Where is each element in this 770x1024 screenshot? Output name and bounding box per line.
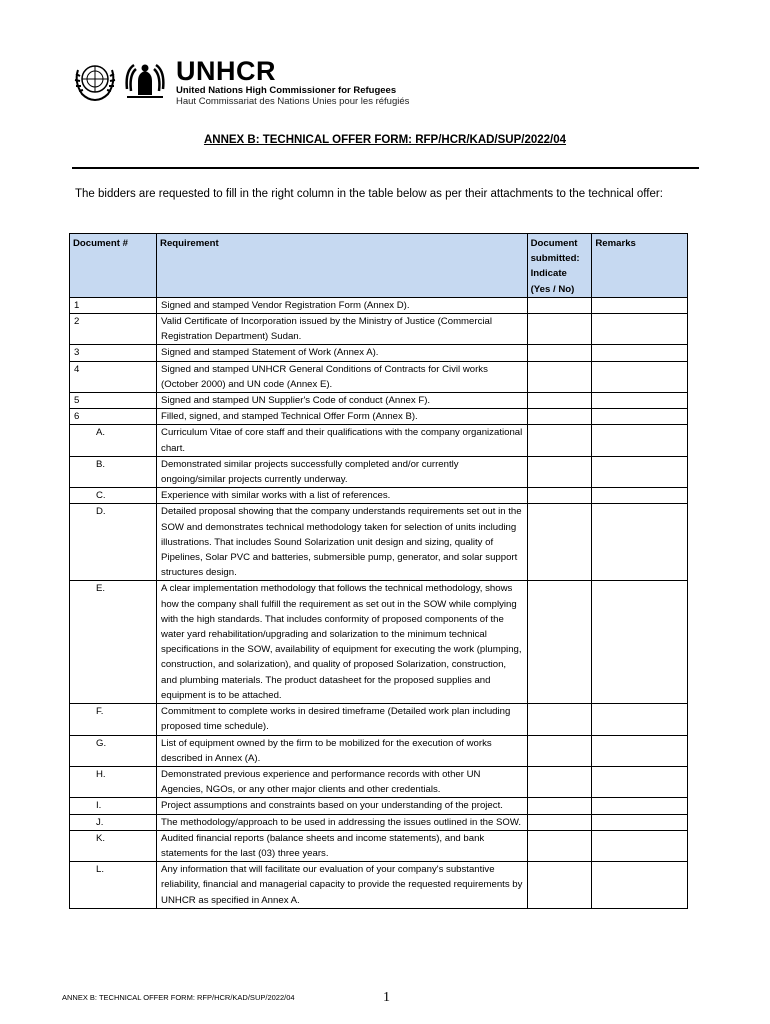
table-row (70, 393, 688, 409)
row-remarks-cell[interactable] (592, 488, 688, 504)
row-submitted-cell[interactable] (527, 735, 592, 766)
row-requirement: Curriculum Vitae of core staff and their qualifications with the company organizational chart. (157, 425, 528, 456)
title-divider (72, 167, 699, 169)
table-row (70, 798, 688, 814)
row-requirement: Signed and stamped Statement of Work (Annex A). (157, 345, 528, 361)
row-number: 6 (70, 409, 157, 425)
table-header-row (70, 234, 688, 298)
row-requirement: Demonstrated similar projects successfully completed and/or currently ongoing/similar projects currently underway. (157, 456, 528, 487)
row-remarks-cell[interactable] (592, 862, 688, 909)
row-number: C. (70, 488, 157, 504)
row-number: D. (70, 504, 157, 581)
row-remarks-cell[interactable] (592, 345, 688, 361)
row-number: E. (70, 581, 157, 704)
header-doc-num: Document # (70, 234, 157, 298)
row-requirement: A clear implementation methodology that follows the technical methodology, shows how the company shall fulfill the requirement as set out in the SOW while complying with the high standards. That includes conformity of proposed components of the water yard rehabilitation/upgrading and solarization to the minimum technical specifications in the SOW, availability of equipment for executing the work (plumping, construction, and solarization), and quality of proposed Solarization, construction, and plumbing materials. The product datasheet for the proposed supplies and equipment is to be attached. (157, 581, 528, 704)
row-requirement: Valid Certificate of Incorporation issued by the Ministry of Justice (Commercial Registration Department) Sudan. (157, 314, 528, 345)
row-remarks-cell[interactable] (592, 425, 688, 456)
intro-text: The bidders are requested to fill in the right column in the table below as per their attachments to the technical offer: (75, 188, 663, 200)
row-number: 3 (70, 345, 157, 361)
row-submitted-cell[interactable] (527, 704, 592, 735)
row-remarks-cell[interactable] (592, 393, 688, 409)
row-submitted-cell[interactable] (527, 488, 592, 504)
row-submitted-cell[interactable] (527, 581, 592, 704)
row-submitted-cell[interactable] (527, 504, 592, 581)
row-submitted-cell[interactable] (527, 297, 592, 313)
row-requirement: Demonstrated previous experience and performance records with other UN Agencies, NGOs, or any other major clients and other credentials. (157, 766, 528, 797)
row-submitted-cell[interactable] (527, 409, 592, 425)
row-requirement: Filled, signed, and stamped Technical Offer Form (Annex B). (157, 409, 528, 425)
row-requirement: Experience with similar works with a list of references. (157, 488, 528, 504)
row-requirement: Signed and stamped UNHCR General Conditions of Contracts for Civil works (October 2000) and UN code (Annex E). (157, 361, 528, 392)
row-requirement: Commitment to complete works in desired timeframe (Detailed work plan including proposed time schedule). (157, 704, 528, 735)
row-requirement: Detailed proposal showing that the company understands requirements set out in the SOW and demonstrates technical methodology taken for selection of units including illustrations. That includes Sound Solarization unit design and sizing, quality of Pipelines, Solar PVC and batteries, submersible pump, generator, and solar support structures design. (157, 504, 528, 581)
unhcr-emblem-icon (122, 59, 168, 103)
table-row (70, 704, 688, 735)
row-number: B. (70, 456, 157, 487)
row-requirement: List of equipment owned by the firm to be mobilized for the execution of works described in Annex (A). (157, 735, 528, 766)
row-number: 4 (70, 361, 157, 392)
row-remarks-cell[interactable] (592, 361, 688, 392)
row-requirement: Audited financial reports (balance sheets and income statements), and bank statements for the last (03) three years. (157, 830, 528, 861)
table-row (70, 297, 688, 313)
row-remarks-cell[interactable] (592, 409, 688, 425)
table-row (70, 409, 688, 425)
row-submitted-cell[interactable] (527, 345, 592, 361)
row-number: F. (70, 704, 157, 735)
row-requirement: Signed and stamped UN Supplier's Code of conduct (Annex F). (157, 393, 528, 409)
row-submitted-cell[interactable] (527, 814, 592, 830)
table-row (70, 314, 688, 345)
row-number: 2 (70, 314, 157, 345)
header-requirement: Requirement (157, 234, 528, 298)
unhcr-logo (72, 56, 410, 108)
row-number: I. (70, 798, 157, 814)
row-submitted-cell[interactable] (527, 766, 592, 797)
row-submitted-cell[interactable] (527, 425, 592, 456)
row-submitted-cell[interactable] (527, 393, 592, 409)
row-submitted-cell[interactable] (527, 798, 592, 814)
row-requirement: Signed and stamped Vendor Registration Form (Annex D). (157, 297, 528, 313)
row-remarks-cell[interactable] (592, 456, 688, 487)
technical-offer-table (69, 233, 688, 909)
table-row (70, 456, 688, 487)
row-remarks-cell[interactable] (592, 581, 688, 704)
row-remarks-cell[interactable] (592, 766, 688, 797)
table-row (70, 581, 688, 704)
table-body (70, 297, 688, 908)
footer-doc-ref: ANNEX B: TECHNICAL OFFER FORM: RFP/HCR/KAD/SUP/2022/04 (62, 993, 295, 1002)
row-number: J. (70, 814, 157, 830)
table-row (70, 504, 688, 581)
row-requirement: Any information that will facilitate our evaluation of your company's substantive reliability, financial and managerial capacity to provide the requested requirements by UNHCR as specified in Annex A. (157, 862, 528, 909)
row-remarks-cell[interactable] (592, 297, 688, 313)
row-submitted-cell[interactable] (527, 314, 592, 345)
row-submitted-cell[interactable] (527, 361, 592, 392)
org-fullname-fr: Haut Commissariat des Nations Unies pour les réfugiés (176, 96, 410, 107)
row-submitted-cell[interactable] (527, 456, 592, 487)
table-row (70, 345, 688, 361)
footer-page-number: 1 (383, 990, 390, 1005)
row-number: 1 (70, 297, 157, 313)
row-submitted-cell[interactable] (527, 830, 592, 861)
row-submitted-cell[interactable] (527, 862, 592, 909)
row-number: L. (70, 862, 157, 909)
table-row (70, 766, 688, 797)
row-remarks-cell[interactable] (592, 830, 688, 861)
row-remarks-cell[interactable] (592, 814, 688, 830)
org-name: UNHCR (176, 56, 276, 86)
row-remarks-cell[interactable] (592, 735, 688, 766)
table-row (70, 830, 688, 861)
row-remarks-cell[interactable] (592, 704, 688, 735)
row-remarks-cell[interactable] (592, 798, 688, 814)
row-requirement: The methodology/approach to be used in addressing the issues outlined in the SOW. (157, 814, 528, 830)
row-number: A. (70, 425, 157, 456)
un-emblem-icon (72, 60, 118, 102)
table-row (70, 735, 688, 766)
table-row (70, 814, 688, 830)
header-remarks: Remarks (592, 234, 688, 298)
row-number: K. (70, 830, 157, 861)
table-row (70, 862, 688, 909)
header-submitted: Document submitted: Indicate (Yes / No) (527, 234, 592, 298)
row-remarks-cell[interactable] (592, 314, 688, 345)
table-row (70, 361, 688, 392)
org-fullname-en: United Nations High Commissioner for Refugees (176, 85, 397, 96)
table-row (70, 425, 688, 456)
row-number: H. (70, 766, 157, 797)
row-number: G. (70, 735, 157, 766)
row-requirement: Project assumptions and constraints based on your understanding of the project. (157, 798, 528, 814)
row-number: 5 (70, 393, 157, 409)
row-remarks-cell[interactable] (592, 504, 688, 581)
table-row (70, 488, 688, 504)
page-title: ANNEX B: TECHNICAL OFFER FORM: RFP/HCR/KAD/SUP/2022/04 (203, 134, 567, 146)
